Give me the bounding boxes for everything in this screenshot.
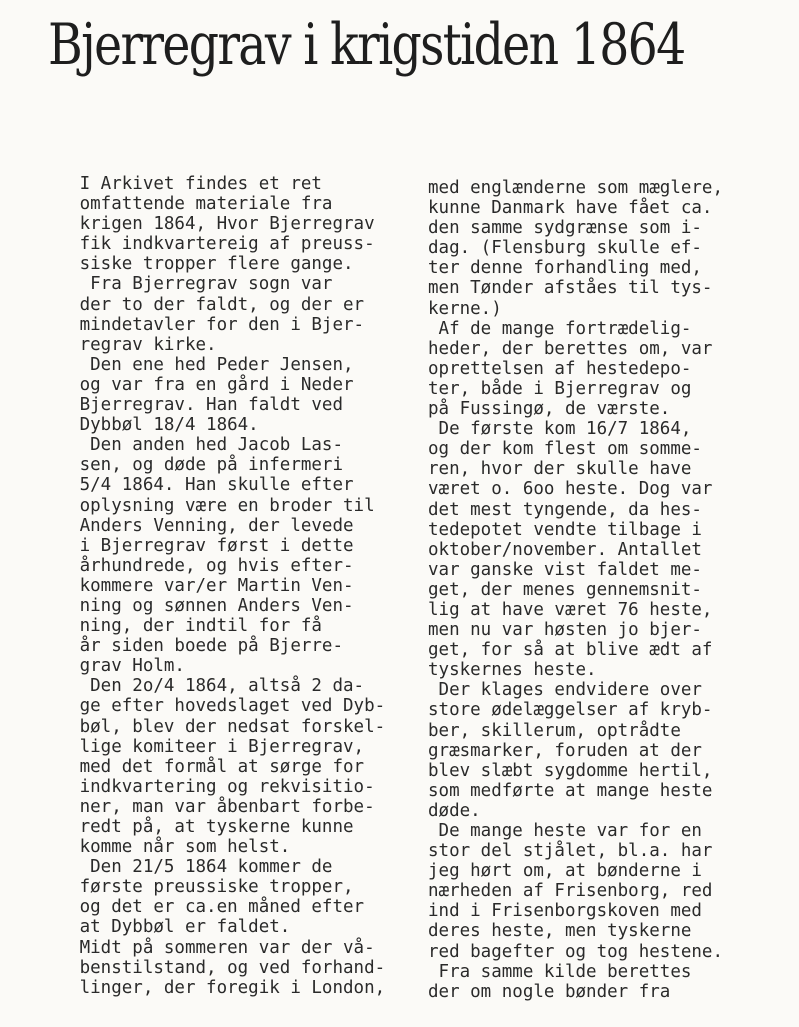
text-line: omfattende materiale fra [48, 194, 333, 215]
text-line: oktober/november. Antallet [428, 539, 702, 560]
text-line: Dybbøl 18/4 1864. [48, 415, 259, 436]
text-column-left [48, 174, 385, 998]
text-line: get, for så at blive ædt af [428, 640, 713, 661]
text-line: 5/4 1864. Han skulle efter [48, 475, 354, 496]
text-line: jeg hørt om, at bønderne i [428, 861, 702, 882]
text-line: regrav kirke. [48, 334, 217, 355]
text-line: oprettelsen af hestedepo- [428, 358, 692, 379]
text-line: og der kom flest om somme- [428, 439, 702, 460]
text-line: Fra samme kilde berettes [428, 961, 692, 982]
text-line: stor del stjålet, bl.a. har [428, 841, 713, 862]
text-line: var ganske vist faldet me- [428, 559, 702, 580]
text-line: men Tønder afståes til tys- [428, 278, 713, 299]
text-column-right [428, 178, 723, 1002]
text-line: ber, skillerum, optrådte [428, 720, 681, 741]
text-line: græsmarker, foruden at der [428, 740, 702, 761]
text-line: med det formål at sørge for [48, 756, 365, 777]
text-line: lig at have været 76 heste, [428, 599, 713, 620]
text-line: at Dybbøl er faldet. [48, 917, 291, 938]
text-line: som medførte at mange heste [428, 780, 713, 801]
text-line: Der klages endvidere over [428, 680, 702, 701]
text-line: red bagefter og tog hestene. [428, 941, 724, 962]
text-line: heder, der berettes om, var [428, 338, 713, 359]
text-line: og det er ca.en måned efter [48, 897, 365, 918]
text-line: Fra Bjerregrav sogn var [48, 274, 333, 295]
text-line: ning og sønnen Anders Ven- [48, 595, 354, 616]
text-line: ind i Frisenborgskoven med [428, 901, 702, 922]
text-line: grav Holm. [48, 656, 185, 677]
text-line: døde. [428, 800, 481, 821]
text-line: ge efter hovedslaget ved Dyb- [48, 696, 386, 717]
text-line: kommere var/er Martin Ven- [48, 575, 354, 596]
text-line: De første kom 16/7 1864, [428, 419, 692, 440]
text-line: deres heste, men tyskerne [428, 921, 692, 942]
text-line: benstilstand, og ved forhand- [48, 957, 386, 978]
text-line: Midt på sommeren var der vå- [48, 937, 375, 958]
text-line: tyskernes heste. [428, 660, 597, 681]
text-line: sen, og døde på infermeri [48, 455, 344, 476]
text-line: tedepotet vendte tilbage i [428, 519, 702, 540]
text-line: og var fra en gård i Neder [48, 374, 354, 395]
text-line: lige komiteer i Bjerregrav, [48, 736, 365, 757]
text-line: været o. 6oo heste. Dog var [428, 479, 713, 500]
text-line: ter denne forhandling med, [428, 258, 702, 279]
text-line: århundrede, og hvis efter- [48, 555, 354, 576]
text-line: men nu var høsten jo bjer- [428, 620, 702, 641]
text-line: Den 21/5 1864 kommer de [48, 857, 333, 878]
text-line: Den ene hed Peder Jensen, [48, 354, 354, 375]
text-line: kunne Danmark have fået ca. [428, 198, 713, 219]
text-line: år siden boede på Bjerre- [48, 636, 344, 657]
text-line: siske tropper flere gange. [48, 254, 354, 275]
text-line: bøl, blev der nedsat forskel- [48, 716, 386, 737]
text-line: i Bjerregrav først i dette [48, 535, 354, 556]
text-line: nærheden af Frisenborg, red [428, 881, 713, 902]
text-line: redt på, at tyskerne kunne [48, 817, 354, 837]
text-line: Den 2o/4 1864, altså 2 da- [48, 676, 365, 697]
text-line: Den anden hed Jacob Las- [48, 435, 344, 456]
text-line: linger, der foregik i London, [48, 977, 386, 998]
text-line: De mange heste var for en [428, 821, 702, 841]
article-title: Bjerregrav i krigstiden 1864 [48, 12, 685, 78]
text-line: den samme sydgrænse som i- [428, 218, 702, 239]
text-line: indkvartering og rekvisitio- [48, 776, 375, 797]
text-line: komme når som helst. [48, 837, 291, 858]
text-line: med englænderne som mæglere, [428, 178, 724, 198]
text-line: I Arkivet findes et ret [48, 174, 322, 194]
text-line: mindetavler for den i Bjer- [48, 314, 365, 335]
text-line: store ødelæggelser af kryb- [428, 700, 713, 721]
text-line: kerne.) [428, 298, 502, 319]
text-line: Anders Venning, der levede [48, 515, 354, 536]
text-line: der to der faldt, og der er [48, 294, 365, 315]
text-line: på Fussingø, de værste. [428, 399, 671, 420]
text-line: blev slæbt sygdomme hertil, [428, 760, 713, 781]
text-line: krigen 1864, Hvor Bjerregrav [48, 214, 375, 235]
text-line: ning, der indtil for få [48, 616, 322, 637]
text-line: fik indkvartereig af preuss- [48, 234, 375, 255]
text-line: ner, man var åbenbart forbe- [48, 796, 375, 817]
text-line: Af de mange fortrædelig- [428, 318, 692, 339]
text-line: ren, hvor der skulle have [428, 459, 692, 480]
text-line: ter, både i Bjerregrav og [428, 378, 692, 399]
text-line: dag. (Flensburg skulle ef- [428, 238, 702, 259]
text-line: oplysning være en broder til [48, 495, 375, 516]
text-line: get, der menes gennemsnit- [428, 579, 702, 600]
text-line: første preussiske tropper, [48, 877, 354, 898]
text-line: det mest tyngende, da hes- [428, 499, 702, 520]
text-line: der om nogle bønder fra [428, 981, 671, 1002]
text-line: Bjerregrav. Han faldt ved [48, 395, 344, 416]
